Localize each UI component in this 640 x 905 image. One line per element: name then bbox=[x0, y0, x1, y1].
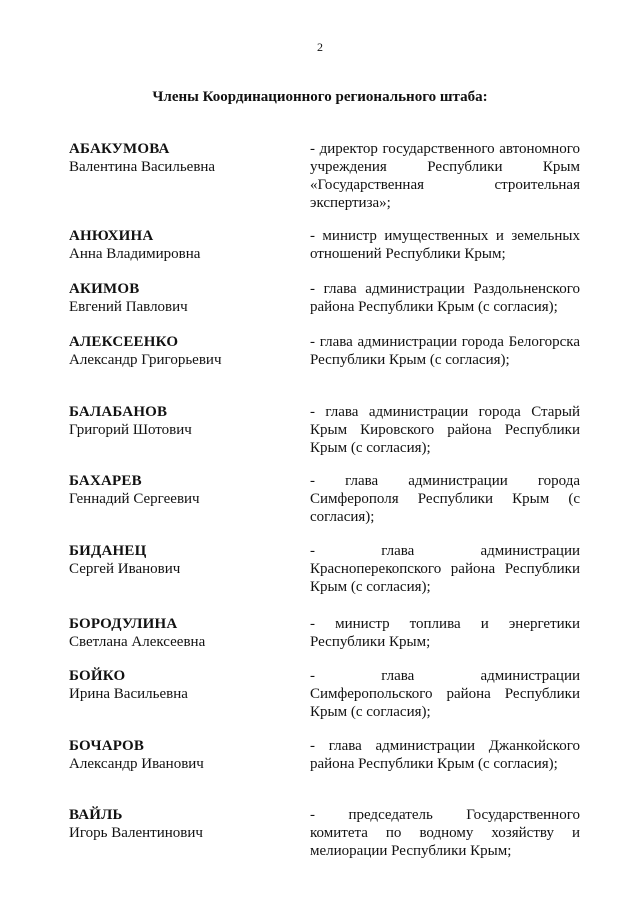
member-role: - глава администрации Симферопольского района Республики Крым (с согласия); bbox=[310, 668, 580, 720]
member-surname: АБАКУМОВА bbox=[69, 141, 170, 157]
member-surname: БАЛАБАНОВ bbox=[69, 404, 168, 420]
member-given-name: Геннадий Сергеевич bbox=[69, 491, 200, 507]
member-given-name: Анна Владимировна bbox=[69, 246, 201, 262]
member-given-name: Ирина Васильевна bbox=[69, 686, 188, 702]
member-given-name: Сергей Иванович bbox=[69, 561, 181, 577]
member-role: - председатель Государственного комитета по водному хозяйству и мелиорации Республики Крым; bbox=[310, 807, 580, 859]
member-surname: ВАЙЛЬ bbox=[69, 807, 123, 823]
member-surname: БИДАНЕЦ bbox=[69, 543, 147, 559]
section-heading: Члены Координационного регионального штаба: bbox=[152, 89, 488, 105]
member-role: - глава администрации Джанкойского района Республики Крым (с согласия); bbox=[310, 738, 580, 772]
member-surname: АЛЕКСЕЕНКО bbox=[69, 334, 179, 350]
member-surname: БОЧАРОВ bbox=[69, 738, 145, 754]
member-surname: БОЙКО bbox=[69, 668, 126, 684]
member-given-name: Григорий Шотович bbox=[69, 422, 192, 438]
member-role: - глава администрации города Симферополя Республики Крым (с согласия); bbox=[310, 473, 580, 525]
member-given-name: Светлана Алексеевна bbox=[69, 634, 206, 650]
member-given-name: Александр Иванович bbox=[69, 756, 204, 772]
member-surname: БАХАРЕВ bbox=[69, 473, 142, 489]
member-given-name: Евгений Павлович bbox=[69, 299, 188, 315]
member-surname: АНЮХИНА bbox=[69, 228, 154, 244]
member-surname: БОРОДУЛИНА bbox=[69, 616, 178, 632]
member-role: - глава администрации города Белогорска Республики Крым (с согласия); bbox=[310, 334, 580, 368]
member-role: - министр топлива и энергетики Республики Крым; bbox=[310, 616, 580, 650]
member-role: - глава администрации Раздольненского района Республики Крым (с согласия); bbox=[310, 281, 580, 315]
member-given-name: Валентина Васильевна bbox=[69, 159, 216, 175]
member-role: - директор государственного автономного учреждения Республики Крым «Государственная строительная экспертиза»; bbox=[310, 141, 580, 211]
member-surname: АКИМОВ bbox=[69, 281, 140, 297]
member-given-name: Игорь Валентинович bbox=[69, 825, 203, 841]
member-given-name: Александр Григорьевич bbox=[69, 352, 222, 368]
page-number: 2 bbox=[317, 40, 323, 54]
member-role: - глава администрации Красноперекопского района Республики Крым (с согласия); bbox=[310, 543, 580, 595]
member-role: - глава администрации города Старый Крым Кировского района Республики Крым (с согласия); bbox=[310, 404, 580, 456]
member-role: - министр имущественных и земельных отношений Республики Крым; bbox=[310, 228, 580, 262]
